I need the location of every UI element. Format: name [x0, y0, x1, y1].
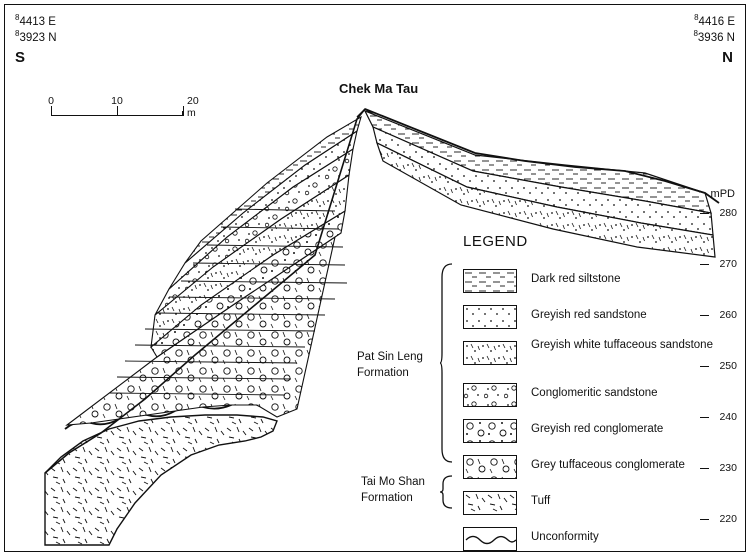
coordinate-prefix: 8: [15, 29, 20, 39]
axis-tick: [700, 519, 709, 520]
legend-swatch-greyish-red-conglomerate: [463, 419, 517, 443]
legend-label: Greyish white tuffaceous sandstone: [531, 339, 713, 351]
coordinate-easting: 4416 E: [698, 15, 735, 28]
coordinate-northing: 3923 N: [19, 32, 57, 45]
legend-label: Unconformity: [531, 531, 599, 543]
coordinate-northing: 3936 N: [697, 32, 735, 45]
pattern-ticks-icon: [464, 492, 517, 515]
legend-swatch-dark-red-siltstone: [463, 269, 517, 293]
legend-label: Greyish red conglomerate: [531, 423, 664, 435]
wavy-line-icon: [464, 528, 517, 551]
axis-unit-label: mPD: [710, 188, 735, 200]
peak-label: Chek Ma Tau: [339, 81, 419, 96]
formation-suffix: Formation: [357, 366, 409, 379]
coordinate-prefix: 8: [694, 13, 699, 22]
formation-suffix: Formation: [361, 491, 413, 504]
legend-swatch-greyish-red-sandstone: [463, 305, 517, 329]
axis-tick-label: 260: [719, 309, 737, 321]
axis-tick-label: 280: [719, 207, 737, 219]
axis-tick: [700, 264, 709, 265]
axis-tick-label: 240: [719, 411, 737, 423]
legend-title: LEGEND: [463, 233, 528, 250]
formation-name: Tai Mo Shan: [361, 476, 425, 488]
formation-name: Pat Sin Leng: [357, 351, 423, 363]
scale-label: 10: [111, 95, 123, 107]
scale-label: 0: [48, 95, 54, 107]
axis-tick-label: 270: [719, 258, 737, 270]
pattern-dots-small-circles-icon: [464, 384, 517, 407]
legend-label: Tuff: [531, 495, 551, 507]
axis-tick-label: 230: [719, 462, 737, 474]
legend-label: Dark red siltstone: [531, 273, 621, 285]
legend-label: Conglomeritic sandstone: [531, 387, 658, 399]
axis-tick-label: 250: [719, 360, 737, 372]
axis-tick: [700, 468, 709, 469]
axis-tick: [700, 417, 709, 418]
direction-label-north: N: [722, 49, 733, 66]
formation-brace-pat-sin-leng: [439, 263, 453, 463]
pattern-circles-dots-icon: [464, 420, 517, 443]
legend-swatch-greyish-white-tuffaceous-sandstone: [463, 341, 517, 365]
axis-tick-label: 220: [719, 513, 737, 525]
axis-tick: [700, 213, 709, 214]
pattern-circles-ticks-icon: [464, 456, 517, 479]
coordinate-easting: 4413 E: [19, 15, 56, 28]
pattern-dashes-icon: [464, 270, 517, 293]
legend-swatch-conglomeritic-sandstone: [463, 383, 517, 407]
legend-swatch-tuff: [463, 491, 517, 515]
axis-tick: [700, 366, 709, 367]
pattern-dots-ticks-icon: [464, 342, 517, 365]
scale-label: 20 m: [187, 95, 199, 119]
direction-label-south: S: [15, 49, 26, 66]
figure-frame: [4, 4, 746, 552]
formation-label-tai-mo-shan: [361, 475, 425, 506]
legend-label: Grey tuffaceous conglomerate: [531, 459, 685, 471]
formation-label-pat-sin-leng: [357, 350, 423, 381]
legend-swatch-unconformity: [463, 527, 517, 551]
formation-brace-tai-mo-shan: [439, 475, 453, 509]
axis-tick: [700, 315, 709, 316]
pattern-dots-icon: [464, 306, 517, 329]
legend-label: Greyish red sandstone: [531, 309, 647, 321]
tuff-unit: [45, 415, 277, 545]
legend-swatch-grey-tuffaceous-conglomerate: [463, 455, 517, 479]
coordinate-prefix: 8: [693, 29, 698, 39]
coordinate-prefix: 8: [15, 13, 20, 22]
